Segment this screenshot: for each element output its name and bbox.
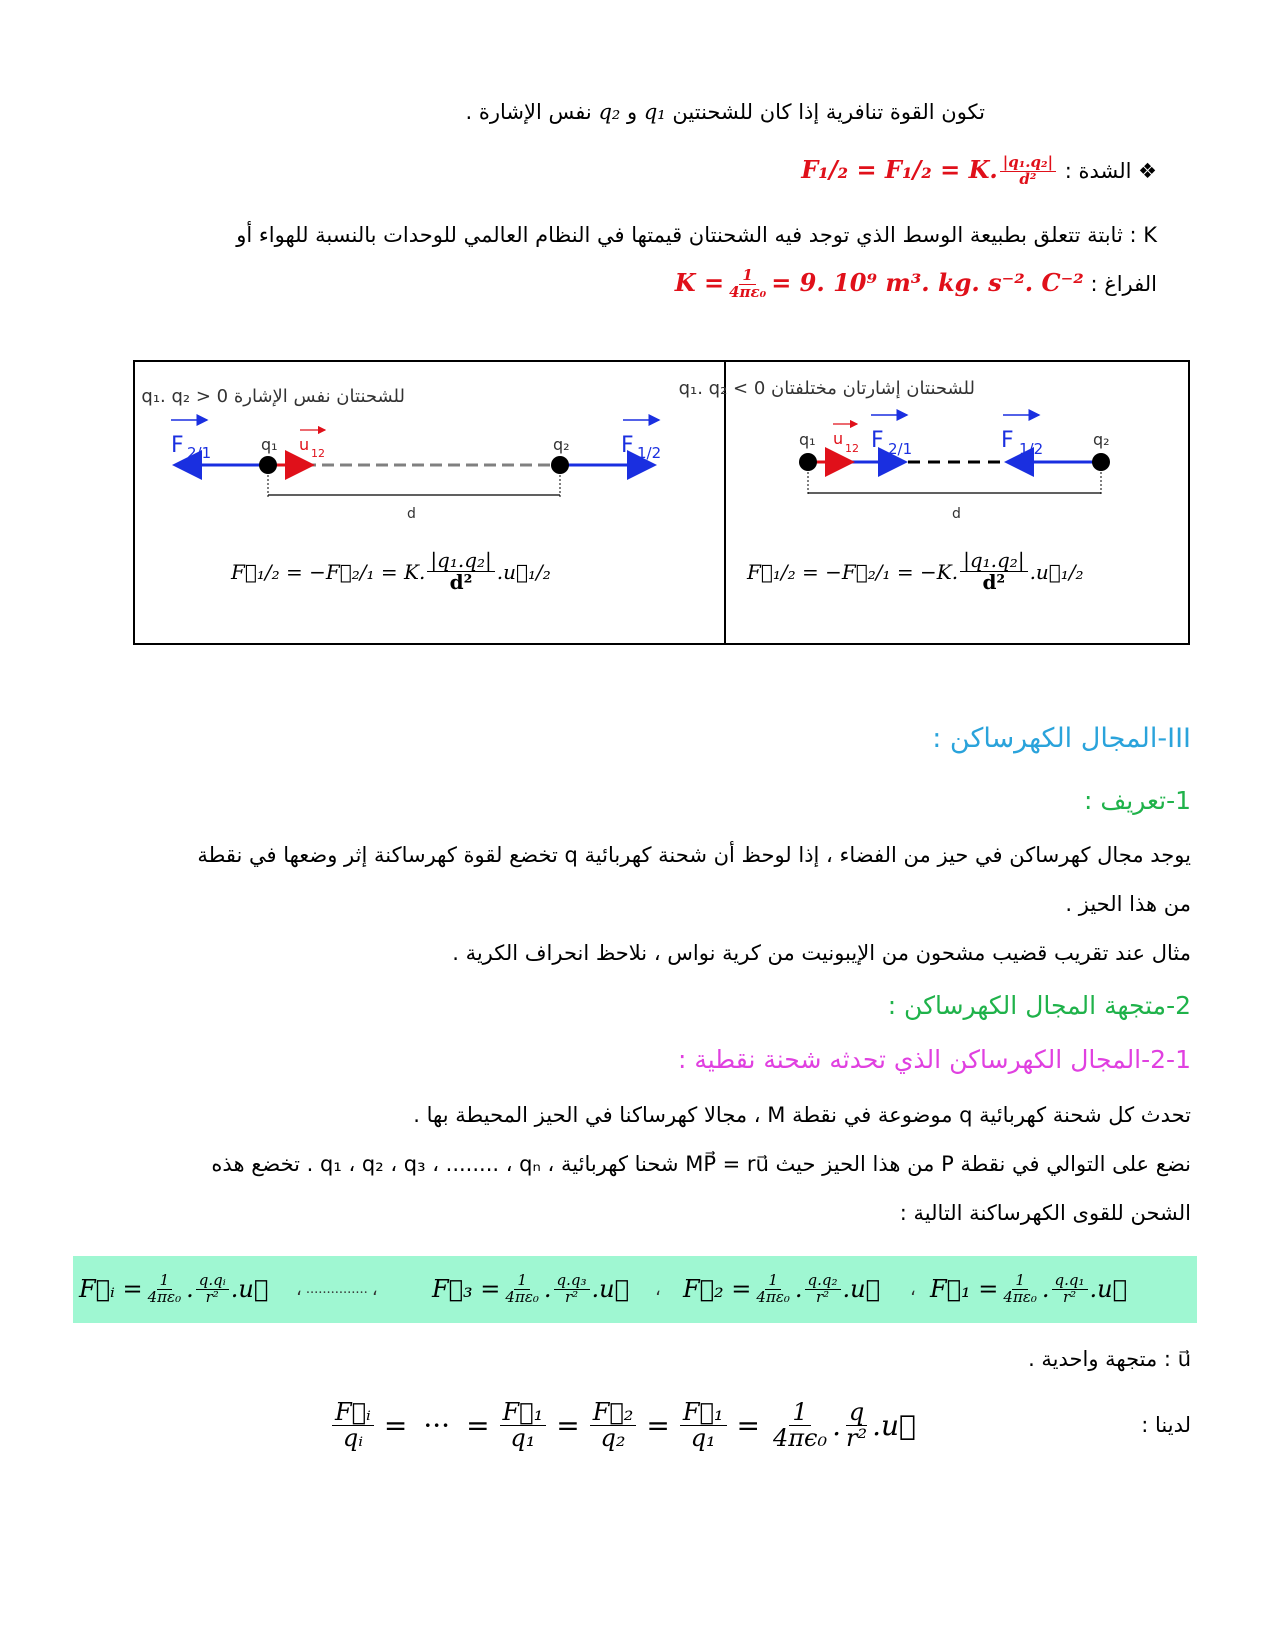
we-have-label: لدينا : [1141,1413,1191,1437]
right-f21-label: F [871,428,884,453]
left-d-label: d [407,506,416,522]
force-f3: F⃗₃ = $\frac{1}{\text{4πε₀}}$ . $\frac{\text{q.q₃}}{\text{r²}}$ .u⃗ [432,1270,630,1306]
right-f21-sub: 2/1 [888,440,913,458]
right-u-label: u [833,429,844,448]
charge-field-text: تحدث كل شحنة كهربائية q موضوعة في نقطة M ، مجالا كهرساكنا في الحيز المحيطة بها . [413,1103,1191,1127]
comma-1: ، [910,1278,916,1300]
force-f1: F⃗₁ = $\frac{1}{\text{4πε₀}}$ . $\frac{\text{q.q₁}}{\text{r²}}$ .u⃗ [930,1270,1128,1306]
vector-title: 2-متجهة المجال الكهرساكن : [887,991,1191,1020]
left-f21-sub: 2/1 [187,444,212,462]
dots-separator: ، ............... ، [296,1278,378,1300]
right-q1-charge-icon [799,453,817,471]
comma-2: ، [655,1278,661,1300]
left-q2-charge-icon [551,456,569,474]
ratio-equation: $\frac{\text{F⃗ᵢ}}{\text{qᵢ}}$ = ··· = $\frac{\text{F⃗₁}}{\text{q₁}}$ = $\frac{\text{F⃗₂}}{\text{q₂}}$ = $\frac{\text{F⃗₁}}{\text{q₁}}$ = $\frac{1}{\text{4πϵ₀}}$ . $\frac{q}{\text{r²}}$ .u⃗ [330,1400,916,1451]
right-q2-charge-icon [1092,453,1110,471]
section3-title: III-المجال الكهرساكن : [932,723,1191,754]
unit-vector-note: u⃗ : متجهة واحدية . [1028,1347,1191,1371]
right-d-label: d [952,506,961,522]
right-u-sub: 12 [845,442,859,455]
right-f12-label: F [1001,428,1014,453]
subsection-title: 2-1-المجال الكهرساكن الذي تحدثه شحنة نقطية : [677,1045,1191,1074]
intensity-line: ❖ الشدة : F₁/₂ = F₁/₂ = K. $\frac{\text{|q₁.q₂|}}{\text{d²}}$ [801,153,1157,188]
left-f12-label: F [621,433,634,458]
right-q2-label: q₂ [1093,430,1110,449]
diamond-bullet-icon: ❖ [1138,158,1157,183]
left-formula: F⃗₁/₂ = −F⃗₂/₁ = K. $\frac{\text{|q₁.q₂|}}{\text{d²}}$ .u⃗₁/₂ [231,548,551,594]
definition-p1: يوجد مجال كهرساكن في حيز من الفضاء ، إذا لوحظ أن شحنة كهربائية q تخضع لقوة كهرساكنة إثر وضعها في نقطة [197,843,1191,867]
left-f21-label: F [171,433,184,458]
left-u-sub: 12 [311,447,325,460]
definition-title: 1-تعريف : [1084,786,1191,815]
force-f2: F⃗₂ = $\frac{1}{\text{4πε₀}}$ . $\frac{\text{q.q₂}}{\text{r²}}$ .u⃗ [683,1270,881,1306]
left-f12-sub: 1/2 [637,444,662,462]
left-q1-label: q₁ [261,435,278,454]
definition-p2: من هذا الحيز . [1065,892,1191,916]
forces-intro-text: الشحن للقوى الكهرساكنة التالية : [899,1201,1191,1225]
right-title: للشحنتان إشارتان مختلفتان q₁. q₂ < 0 [678,378,975,399]
force-diagrams [135,362,1188,643]
right-f12-sub: 1/2 [1019,440,1044,458]
repulsive-note: تكون القوة تنافرية إذا كان للشحنتين q₁ و q₂ نفس الإشارة . [465,100,985,124]
left-q1-charge-icon [259,456,277,474]
charges-placed-text: نضع على التوالي في نقطة P من هذا الحيز حيث MP⃗ = ru⃗ شحنا كهربائية ، q₁ ، q₂ ، q₃ ، ........ ، qₙ . تخضع هذه [211,1152,1191,1176]
force-fi: F⃗ᵢ = $\frac{1}{\text{4πε₀}}$ . $\frac{\text{q.qᵢ}}{\text{r²}}$ .u⃗ [79,1270,269,1306]
k-definition: K : ثابتة تتعلق بطبيعة الوسط الذي توجد فيه الشحنتان قيمتها في النظام العالمي للوحدات بالنسبة للهواء أو [236,223,1157,247]
left-q2-label: q₂ [553,435,570,454]
right-q1-label: q₁ [799,430,816,449]
example-text: مثال عند تقريب قضيب مشحون من الإيبونيت من كرية نواس ، نلاحظ انحراف الكرية . [452,941,1191,965]
coulomb-force-figure [133,360,1190,645]
left-title: للشحنتان نفس الإشارة q₁. q₂ > 0 [141,386,405,407]
right-formula: F⃗₁/₂ = −F⃗₂/₁ = −K. $\frac{\text{|q₁.q₂|}}{\text{d²}}$ .u⃗₁/₂ [747,548,1084,594]
k-value-line: الفراغ : K = $\frac{1}{\text{4πε₀}}$ = 9. 10⁹ m³. kg. s⁻². C⁻² [674,266,1157,301]
left-u-label: u [299,435,310,454]
